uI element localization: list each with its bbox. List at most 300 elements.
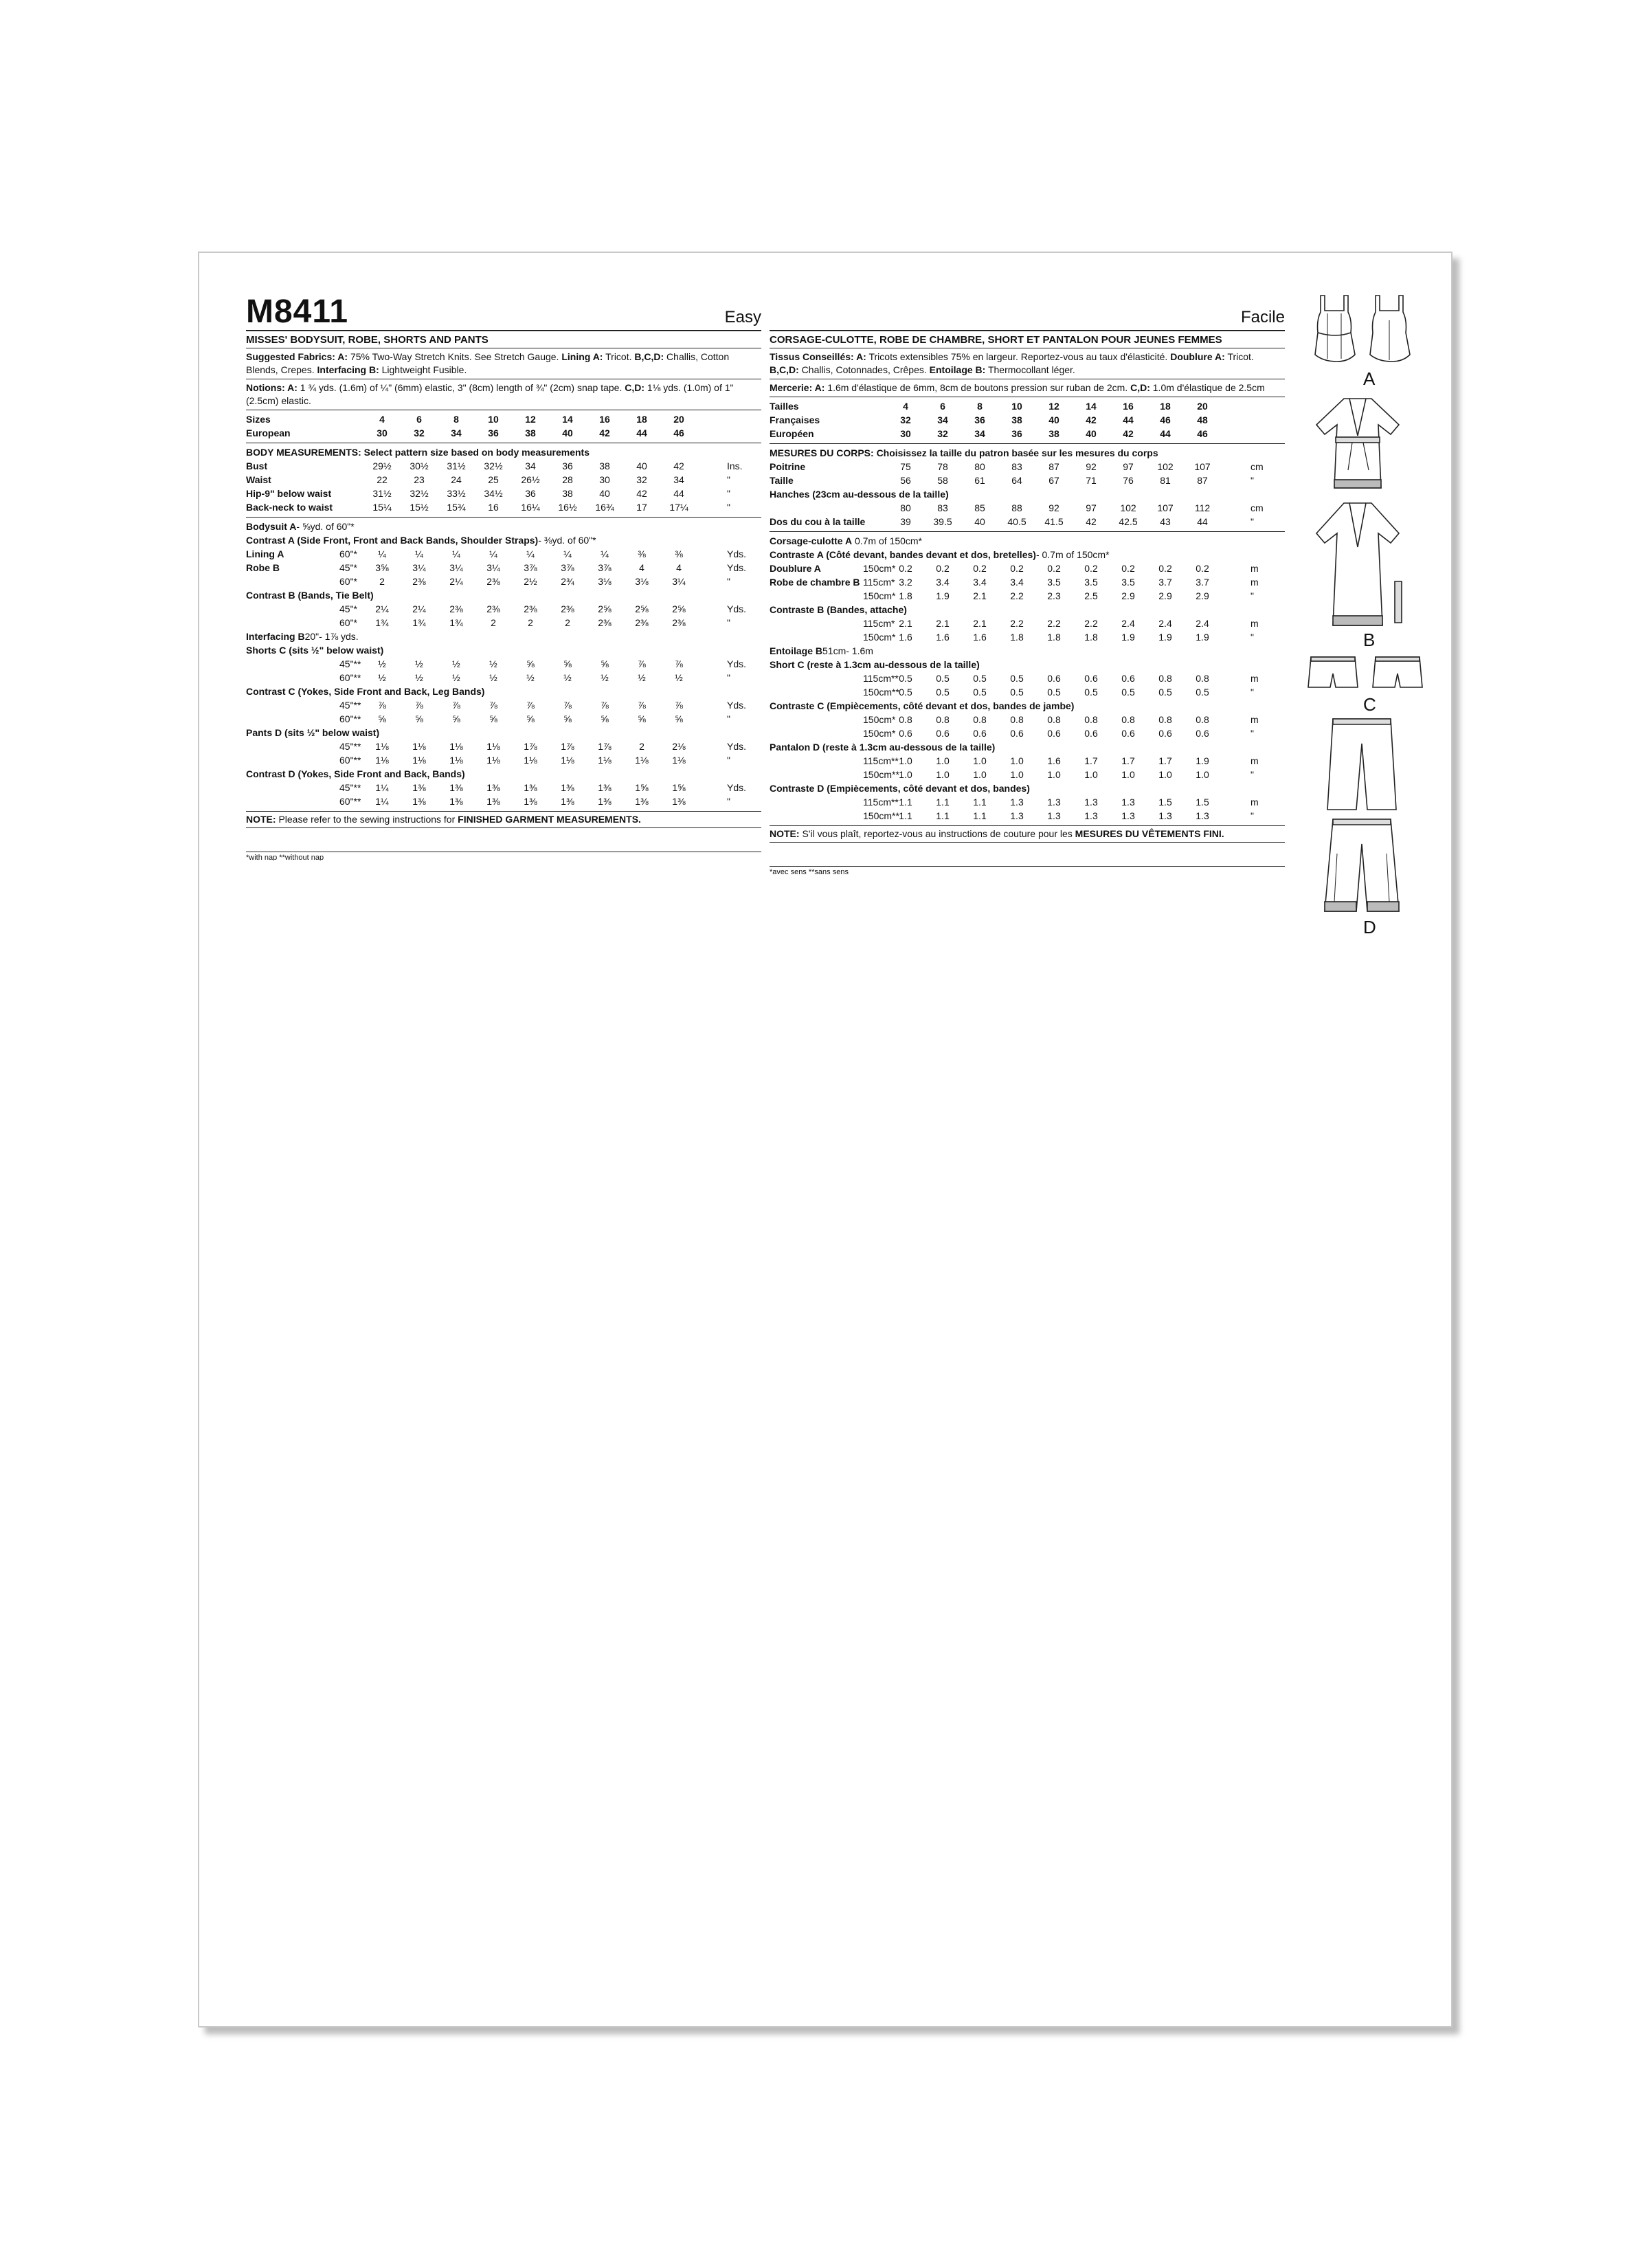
- table-cell: ⅞: [378, 700, 386, 711]
- table-row: [770, 713, 1285, 726]
- table-cell: 1.0: [1010, 755, 1024, 766]
- unit: ": [1250, 516, 1254, 527]
- table-cell: 2.2: [1010, 618, 1024, 629]
- table-cell: 2¾: [561, 576, 574, 587]
- fabric-width: 60"**: [339, 672, 361, 683]
- fabric-width: 150cm*: [863, 714, 896, 725]
- table-row: [770, 630, 1285, 644]
- table-cell: 1.0: [936, 769, 950, 780]
- unit: m: [1250, 618, 1259, 629]
- table-cell: 0.2: [1084, 563, 1098, 574]
- table-cell: 1.6: [899, 632, 912, 643]
- unit: ": [727, 617, 730, 628]
- table-cell: 2½: [524, 576, 537, 587]
- table-cell: 1.3: [1047, 797, 1061, 808]
- fabric-width: 60"**: [339, 796, 361, 807]
- unit: Ins.: [727, 460, 743, 471]
- table-cell: 1.0: [1158, 769, 1172, 780]
- robe-short-drawing: [1310, 394, 1413, 491]
- table-row: [246, 671, 761, 685]
- table-cell: 2⅜: [412, 576, 426, 587]
- fabric-width: 150cm*: [863, 590, 896, 601]
- table-cell: 2: [639, 741, 644, 752]
- fabric-width: 45"*: [339, 603, 357, 614]
- table-cell: 1.1: [899, 797, 912, 808]
- row-label: Poitrine: [770, 461, 806, 472]
- table-cell: ¼: [489, 548, 497, 559]
- table-cell: 1.3: [1158, 810, 1172, 821]
- unit: ": [1250, 769, 1254, 780]
- table-row: [770, 515, 1285, 529]
- table-cell: 1⅛: [635, 755, 649, 766]
- table-cell: 28: [562, 474, 573, 485]
- unit: Yds.: [727, 548, 747, 559]
- table-cell: 1⅛: [449, 755, 463, 766]
- table-cell: 3⅝: [375, 562, 389, 573]
- table-cell: 2.3: [1047, 590, 1061, 601]
- unit: ": [1250, 590, 1254, 601]
- table-cell: 0.2: [1158, 563, 1172, 574]
- table-row: [770, 768, 1285, 781]
- table-cell: 102: [1120, 502, 1136, 513]
- table-cell: 38: [525, 427, 536, 438]
- yardage-table-fr: [770, 532, 1285, 826]
- table-cell: 102: [1157, 461, 1174, 472]
- table-cell: 1.0: [973, 755, 987, 766]
- row-label: Robe de chambre B: [770, 577, 860, 588]
- yardage-section-heading: Contrast B (Bands, Tie Belt): [246, 590, 374, 601]
- table-cell: 3⅞: [524, 562, 537, 573]
- table-cell: 2⅜: [449, 603, 463, 614]
- table-cell: 40: [974, 516, 985, 527]
- table-cell: 34½: [484, 488, 503, 499]
- table-cell: ⅞: [452, 700, 460, 711]
- unit: m: [1250, 755, 1259, 766]
- table-cell: 0.6: [1158, 728, 1172, 739]
- table-cell: 4: [903, 401, 908, 412]
- table-cell: 1.9: [1121, 632, 1135, 643]
- row-label: Bust: [246, 460, 268, 471]
- table-cell: 15½: [410, 502, 429, 513]
- unit: Yds.: [727, 741, 747, 752]
- table-cell: 0.8: [899, 714, 912, 725]
- table-cell: ⅝: [452, 713, 460, 724]
- table-cell: 0.8: [1196, 673, 1209, 684]
- table-row: [246, 602, 761, 616]
- table-cell: 36: [562, 460, 573, 471]
- table-row: [246, 753, 761, 767]
- table-cell: 1.3: [1121, 810, 1135, 821]
- table-cell: ⅝: [378, 713, 386, 724]
- table-cell: ⅝: [563, 658, 572, 669]
- row-label: Back-neck to waist: [246, 502, 333, 513]
- table-cell: 48: [1197, 414, 1208, 425]
- table-cell: ⅞: [638, 658, 646, 669]
- table-cell: ¼: [563, 548, 572, 559]
- table-cell: ⅞: [526, 700, 535, 711]
- row-label: Lining A: [246, 548, 284, 559]
- unit: ": [1250, 810, 1254, 821]
- table-cell: 1⅝: [672, 782, 686, 793]
- table-cell: 40: [636, 460, 647, 471]
- fabric-width: 45"**: [339, 782, 361, 793]
- table-cell: 16: [1123, 401, 1134, 412]
- table-row: [770, 427, 1285, 441]
- yardage-line: Entoilage B51cm- 1.6m: [770, 645, 873, 656]
- table-cell: ¼: [378, 548, 386, 559]
- yardage-section-heading: Pants D (sits ½" below waist): [246, 727, 380, 738]
- table-cell: 1.0: [899, 755, 912, 766]
- unit: ": [1250, 632, 1254, 643]
- table-cell: ½: [415, 658, 423, 669]
- table-cell: 61: [974, 475, 985, 486]
- table-cell: ⅝: [601, 658, 609, 669]
- table-cell: 0.6: [1047, 673, 1061, 684]
- table-cell: 1⅛: [598, 755, 612, 766]
- table-cell: 1.7: [1084, 755, 1098, 766]
- table-cell: 40: [1086, 428, 1097, 439]
- table-cell: 6: [416, 414, 422, 425]
- table-cell: 1⅛: [561, 755, 574, 766]
- table-cell: ¼: [452, 548, 460, 559]
- table-cell: 2⅜: [486, 576, 500, 587]
- table-cell: 38: [562, 488, 573, 499]
- fabric-width: 60"**: [339, 713, 361, 724]
- difficulty-level-fr: Facile: [1240, 308, 1285, 326]
- table-row: [246, 575, 761, 588]
- table-cell: 1⅜: [561, 782, 574, 793]
- table-row: [770, 809, 1285, 823]
- table-cell: 1.8: [1047, 632, 1061, 643]
- table-cell: 1.0: [1121, 769, 1135, 780]
- fabric-width: 150cm**: [863, 769, 899, 780]
- table-cell: 20: [673, 414, 684, 425]
- fabric-width: 150cm*: [863, 563, 896, 574]
- table-cell: 0.5: [899, 673, 912, 684]
- footnote-fr: *avec sens **sans sens: [770, 866, 1285, 875]
- table-cell: 17¼: [669, 502, 688, 513]
- unit: ": [1250, 728, 1254, 739]
- table-cell: 0.5: [1047, 687, 1061, 698]
- row-label: Robe B: [246, 562, 280, 573]
- table-cell: 8: [453, 414, 459, 425]
- table-cell: 30: [900, 428, 911, 439]
- table-cell: 14: [1086, 401, 1097, 412]
- table-cell: 1¼: [375, 796, 389, 807]
- table-row: [770, 413, 1285, 427]
- english-header: [246, 294, 761, 331]
- yardage-section-heading: Short C (reste à 1.3cm au-dessous de la taille): [770, 659, 980, 670]
- table-cell: 2¼: [375, 603, 389, 614]
- row-label: Hip-9" below waist: [246, 488, 332, 499]
- row-label: Sizes: [246, 414, 271, 425]
- row-label: Dos du cou à la taille: [770, 516, 866, 527]
- view-label-a: A: [1363, 368, 1376, 389]
- table-cell: 1⅜: [449, 782, 463, 793]
- table-cell: 0.2: [1196, 563, 1209, 574]
- table-cell: 0.5: [936, 687, 950, 698]
- table-cell: 36: [488, 427, 499, 438]
- table-cell: 1.8: [899, 590, 912, 601]
- body-measurements: [246, 443, 761, 518]
- table-cell: 32: [900, 414, 911, 425]
- table-cell: 85: [974, 502, 985, 513]
- table-cell: 2.4: [1196, 618, 1209, 629]
- row-label: Waist: [246, 474, 271, 485]
- table-cell: ½: [563, 672, 572, 683]
- table-cell: 30: [377, 427, 388, 438]
- table-cell: 80: [974, 461, 985, 472]
- table-cell: 112: [1194, 502, 1211, 513]
- table-cell: ⅞: [415, 700, 423, 711]
- unit: ": [727, 502, 730, 513]
- table-cell: 40: [562, 427, 573, 438]
- fabric-width: 150cm**: [863, 687, 899, 698]
- table-cell: 56: [900, 475, 911, 486]
- table-cell: 2⅜: [524, 603, 537, 614]
- yardage-section-heading: Contraste D (Empiècements, côté devant et dos, bandes): [770, 783, 1030, 794]
- table-cell: 92: [1048, 502, 1059, 513]
- table-cell: 0.8: [1158, 714, 1172, 725]
- unit: ": [727, 576, 730, 587]
- table-cell: 1⅛: [672, 755, 686, 766]
- table-row: [246, 712, 761, 726]
- unit: ": [1250, 475, 1254, 486]
- unit: Yds.: [727, 562, 747, 573]
- table-cell: 15¾: [447, 502, 466, 513]
- table-cell: 34: [525, 460, 536, 471]
- table-cell: 44: [1160, 428, 1171, 439]
- table-cell: ½: [489, 658, 497, 669]
- table-cell: 46: [673, 427, 684, 438]
- unit: Yds.: [727, 603, 747, 614]
- table-row: [246, 781, 761, 794]
- table-cell: ⅞: [675, 658, 683, 669]
- table-cell: 1.0: [1084, 769, 1098, 780]
- table-cell: ½: [489, 672, 497, 683]
- table-cell: 6: [940, 401, 945, 412]
- table-cell: 0.8: [1196, 714, 1209, 725]
- table-cell: ¼: [415, 548, 423, 559]
- unit: ": [727, 755, 730, 766]
- table-row: [770, 795, 1285, 809]
- pattern-number: M8411: [246, 293, 349, 330]
- table-cell: 31½: [447, 460, 466, 471]
- table-cell: 0.8: [1121, 714, 1135, 725]
- table-cell: 2.4: [1121, 618, 1135, 629]
- table-cell: 2⅜: [598, 617, 612, 628]
- table-cell: 87: [1048, 461, 1059, 472]
- table-cell: 67: [1048, 475, 1059, 486]
- table-cell: 0.2: [1047, 563, 1061, 574]
- row-label: Tailles: [770, 401, 799, 412]
- table-cell: 0.6: [1047, 728, 1061, 739]
- fabric-width: 115cm*: [863, 577, 895, 588]
- table-cell: 32: [636, 474, 647, 485]
- table-cell: 17: [636, 502, 647, 513]
- table-cell: 44: [636, 427, 647, 438]
- table-cell: 1.7: [1158, 755, 1172, 766]
- table-cell: 40.5: [1007, 516, 1027, 527]
- table-cell: 1.0: [899, 769, 912, 780]
- table-cell: 2.4: [1158, 618, 1172, 629]
- table-row: [770, 501, 1285, 515]
- table-cell: 39.5: [933, 516, 952, 527]
- table-cell: 22: [377, 474, 388, 485]
- table-cell: 0.8: [1084, 714, 1098, 725]
- table-cell: 34: [673, 474, 684, 485]
- table-cell: 34: [937, 414, 948, 425]
- table-cell: 1.6: [973, 632, 987, 643]
- table-cell: 33½: [447, 488, 466, 499]
- table-cell: 80: [900, 502, 911, 513]
- notions: Notions: A: 1 ¾ yds. (1.6m) of ¼" (6mm) elastic, 3" (8cm) length of ¾" (2cm) snap tape. C,D: 1⅛ yds. (1.0m) of 1" (2.5cm) elastic.: [246, 379, 761, 410]
- table-cell: 3.5: [1047, 577, 1061, 588]
- table-cell: 29½: [372, 460, 392, 471]
- table-cell: 3.7: [1158, 577, 1172, 588]
- table-row: [246, 698, 761, 712]
- table-cell: 1.0: [1010, 769, 1024, 780]
- table-cell: 32½: [410, 488, 429, 499]
- table-cell: 107: [1157, 502, 1174, 513]
- table-cell: 3⅞: [561, 562, 574, 573]
- table-cell: 2.2: [1010, 590, 1024, 601]
- fabric-width: 115cm**: [863, 797, 899, 808]
- table-cell: 0.5: [1121, 687, 1135, 698]
- footnote: *with nap **without nap: [246, 852, 761, 860]
- unit: ": [727, 796, 730, 807]
- table-cell: 1⅛: [412, 755, 426, 766]
- row-label: Françaises: [770, 414, 820, 425]
- table-cell: 1⅜: [635, 796, 649, 807]
- table-row: [246, 473, 761, 487]
- table-cell: 1⅜: [561, 796, 574, 807]
- table-cell: 0.5: [899, 687, 912, 698]
- french-column: [770, 294, 1285, 875]
- table-cell: 1⅜: [486, 782, 500, 793]
- table-cell: 1⅛: [449, 741, 463, 752]
- table-cell: 34: [451, 427, 462, 438]
- table-cell: 36: [974, 414, 985, 425]
- pattern-subtitle-fr: CORSAGE-CULOTTE, ROBE DE CHAMBRE, SHORT ET PANTALON POUR JEUNES FEMMES: [770, 331, 1285, 348]
- table-cell: 1¾: [412, 617, 426, 628]
- yardage-section-heading: Contrast C (Yokes, Side Front and Back, Leg Bands): [246, 686, 485, 697]
- unit: ": [1250, 687, 1254, 698]
- table-cell: 1.5: [1158, 797, 1172, 808]
- table-cell: 0.6: [1121, 673, 1135, 684]
- table-cell: 3.4: [973, 577, 987, 588]
- table-cell: 1.6: [936, 632, 950, 643]
- size-table: [246, 410, 761, 443]
- table-cell: 30½: [410, 460, 429, 471]
- table-cell: 18: [636, 414, 647, 425]
- difficulty-level: Easy: [724, 308, 761, 326]
- table-row: [770, 460, 1285, 474]
- table-cell: 43: [1160, 516, 1171, 527]
- table-cell: 2¼: [412, 603, 426, 614]
- table-cell: 2.1: [973, 618, 987, 629]
- table-cell: 3⅛: [598, 576, 612, 587]
- bodysuit-drawing: [1308, 293, 1425, 368]
- table-cell: 46: [1160, 414, 1171, 425]
- table-cell: 1.3: [1010, 797, 1024, 808]
- fabric-width: 115cm**: [863, 673, 899, 684]
- table-cell: 31½: [372, 488, 392, 499]
- table-cell: ⅞: [638, 700, 646, 711]
- yardage-line: Corsage-culotte A 0.7m of 150cm*: [770, 535, 922, 546]
- table-cell: ½: [638, 672, 646, 683]
- yardage-line: Contraste A (Côté devant, bandes devant et dos, bretelles)- 0.7m of 150cm*: [770, 549, 1110, 560]
- table-cell: 1.0: [936, 755, 950, 766]
- table-cell: 0.6: [1196, 728, 1209, 739]
- table-cell: 1⅛: [524, 755, 537, 766]
- table-cell: 1.3: [1047, 810, 1061, 821]
- table-cell: ⅝: [526, 658, 535, 669]
- table-cell: 0.2: [936, 563, 950, 574]
- table-cell: 2.9: [1121, 590, 1135, 601]
- table-row: [246, 412, 761, 426]
- table-cell: 0.6: [1084, 728, 1098, 739]
- table-cell: 1.3: [1196, 810, 1209, 821]
- table-cell: 2.1: [936, 618, 950, 629]
- table-cell: ½: [378, 672, 386, 683]
- table-cell: 42: [599, 427, 610, 438]
- table-cell: 64: [1011, 475, 1022, 486]
- yardage-line: Bodysuit A- ⅝yd. of 60"*: [246, 521, 355, 532]
- table-row: [770, 685, 1285, 699]
- table-row: [770, 589, 1285, 603]
- fabric-width: 60"*: [339, 548, 357, 559]
- table-cell: 1.1: [936, 797, 950, 808]
- table-cell: 4: [676, 562, 682, 573]
- table-cell: ⅝: [489, 713, 497, 724]
- table-row: [246, 657, 761, 671]
- unit: ": [727, 713, 730, 724]
- row-label: European: [246, 427, 291, 438]
- row-label: Doublure A: [770, 563, 821, 574]
- table-cell: 2⅜: [672, 617, 686, 628]
- table-cell: 1⅜: [598, 782, 612, 793]
- table-row: [246, 616, 761, 630]
- table-cell: 2⅝: [672, 603, 686, 614]
- table-cell: 0.6: [973, 728, 987, 739]
- table-cell: ½: [601, 672, 609, 683]
- table-cell: ½: [452, 658, 460, 669]
- table-cell: 2⅝: [598, 603, 612, 614]
- table-cell: 0.6: [1084, 673, 1098, 684]
- table-cell: 3¼: [486, 562, 500, 573]
- yardage-table: [246, 518, 761, 812]
- table-cell: 3¼: [412, 562, 426, 573]
- yardage-section-heading: Contraste C (Empiècements, côté devant et dos, bandes de jambe): [770, 700, 1075, 711]
- robe-long-drawing: [1310, 499, 1413, 630]
- table-cell: 10: [1011, 401, 1022, 412]
- table-cell: 4: [379, 414, 385, 425]
- table-cell: ⅞: [675, 700, 683, 711]
- table-cell: ⅝: [638, 713, 646, 724]
- table-cell: 0.2: [1010, 563, 1024, 574]
- table-cell: 42.5: [1119, 516, 1138, 527]
- yardage-line: Contrast A (Side Front, Front and Back Bands, Shoulder Straps)- ⅜yd. of 60"*: [246, 535, 596, 546]
- pants-drawing: [1319, 716, 1409, 915]
- table-cell: 16½: [558, 502, 577, 513]
- table-cell: 0.5: [973, 673, 987, 684]
- table-cell: 0.5: [936, 673, 950, 684]
- table-cell: 1⅜: [524, 796, 537, 807]
- table-cell: 1⅜: [412, 796, 426, 807]
- table-cell: 2⅜: [561, 603, 574, 614]
- table-cell: 92: [1086, 461, 1097, 472]
